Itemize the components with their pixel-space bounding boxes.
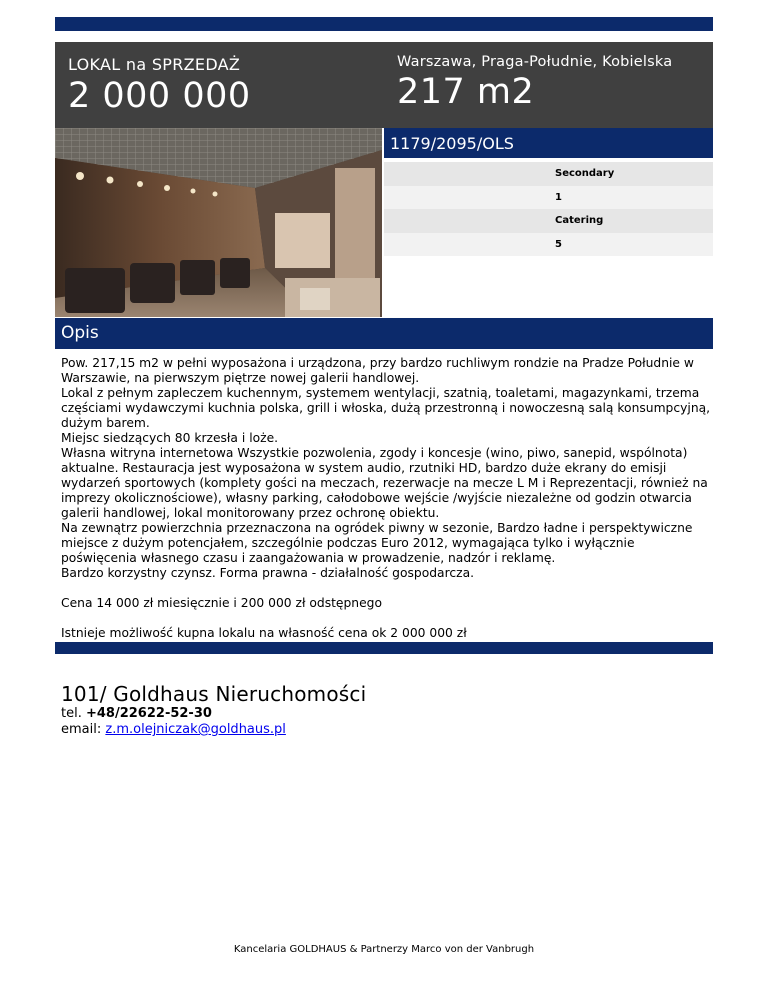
price: 2 000 000 [68,76,251,116]
header-right [397,54,672,112]
email-line [61,722,366,738]
description-paragraph: Na zewnątrz powierzchnia przeznaczona na ogródek piwny w sezonie, Bardzo ładne i perspektywiczne miejsce z dużym potencjałem, szczególnie podczas Euro 2012, wymagająca tylko i wyłącznie poświęcenia własnego czasu i zaangażowania w prowadzenie, nadzór i reklamę. [61,521,693,565]
header-left [68,55,251,116]
description-body [61,356,711,641]
reference-number: 1179/2095/OLS [384,128,713,158]
description-paragraph: Bardzo korzystny czynsz. Forma prawna - działalność gospodarcza. [61,566,475,580]
offer-type: LOKAL na SPRZEDAŻ [68,55,241,74]
agency-name: 101/ Goldhaus Nieruchomości [61,682,367,706]
purchase-price-line: Istnieje możliwość kupna lokalu na własność cena ok 2 000 000 zł [61,626,467,640]
description-paragraph: Lokal z pełnym zapleczem kuchennym, systemem wentylacji, szatnią, toaletami, magazynkami, trzema częściami wydawczymi kuchnia polska, grill i włoska, dużą przestronną i nowoczesną salą konsumpcyjną, dużym barem. [61,386,711,430]
section-divider-bar [55,642,713,654]
location: Warszawa, Praga-Południe, Kobielska [397,54,673,70]
description-paragraph: Miejsc siedzących 80 krzesła i loże. [61,431,279,445]
description-heading: Opis [55,318,713,349]
phone-number: +48/22622-52-30 [85,706,212,721]
phone-label: tel. [61,706,82,721]
restaurant-interior-photo [55,128,382,317]
email-label: email: [61,722,102,737]
phone-line [61,706,366,722]
contact-block [61,682,366,738]
attribute-rooms: 5 [384,233,713,257]
attribute-list [384,162,713,256]
description-paragraph: Własna witryna internetowa Wszystkie pozwolenia, zgody i koncesje (wino, piwo, sanepid, wspólnota) aktualne. Restauracja jest wyposażona w system audio, rzutniki HD, bardzo duże ekrany do emisji wydarzeń sportowych (komplety gości na meczach, rezerwacje na mecze L M i Reprezentacji, również na imprezy okolicznościowe), własny parking, całodobowe wejście /wyjście niezależne od godzin otwarcia galerii handlowej, lokal monitorowany przez ochronę obiektu. [61,446,708,520]
attribute-floor: 1 [384,186,713,210]
rent-price-line: Cena 14 000 zł miesięcznie i 200 000 zł odstępnego [61,596,382,610]
attribute-market: Secondary [384,162,713,186]
top-divider-bar [55,17,713,31]
listing-header [55,42,713,128]
description-paragraph: Pow. 217,15 m2 w pełni wyposażona i urządzona, przy bardzo ruchliwym rondzie na Pradze Południe w Warszawie, na pierwszym piętrze nowej galerii handlowej. [61,356,694,385]
attribute-purpose: Catering [384,209,713,233]
area: 217 m2 [397,72,535,112]
email-link[interactable]: z.m.olejniczak@goldhaus.pl [105,722,286,737]
footer-text: Kancelaria GOLDHAUS & Partnerzy Marco von der Vanbrugh [233,944,535,955]
